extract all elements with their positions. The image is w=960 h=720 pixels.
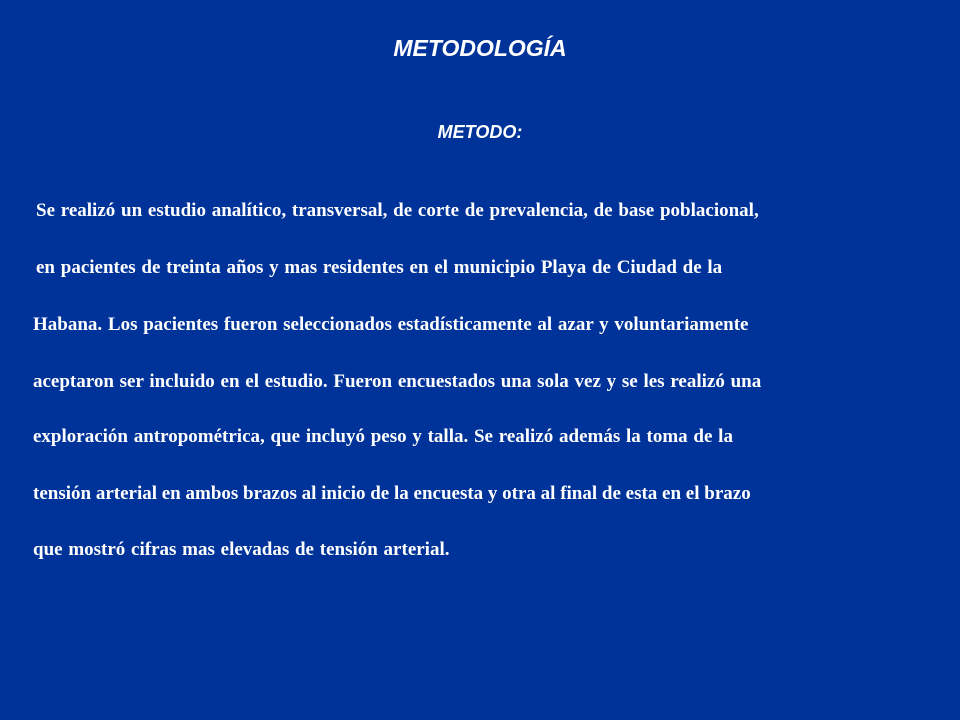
- slide-title: METODOLOGÍA: [393, 35, 567, 61]
- body-line: Se realizó un estudio analítico, transversal, de corte de prevalencia, de base poblacional,: [36, 200, 759, 221]
- body-line: aceptaron ser incluido en el estudio. Fueron encuestados una sola vez y se les realizó una: [33, 371, 762, 392]
- section-heading: METODO:: [437, 122, 523, 142]
- body-line: que mostró cifras mas elevadas de tensión arterial.: [33, 539, 450, 560]
- body-line: exploración antropométrica, que incluyó peso y talla. Se realizó además la toma de la: [33, 426, 733, 447]
- body-line: tensión arterial en ambos brazos al inicio de la encuesta y otra al final de esta en el brazo: [33, 483, 751, 504]
- body-line: en pacientes de treinta años y mas residentes en el municipio Playa de Ciudad de la: [36, 257, 723, 278]
- body-line: Habana. Los pacientes fueron seleccionados estadísticamente al azar y voluntariamente: [33, 314, 749, 335]
